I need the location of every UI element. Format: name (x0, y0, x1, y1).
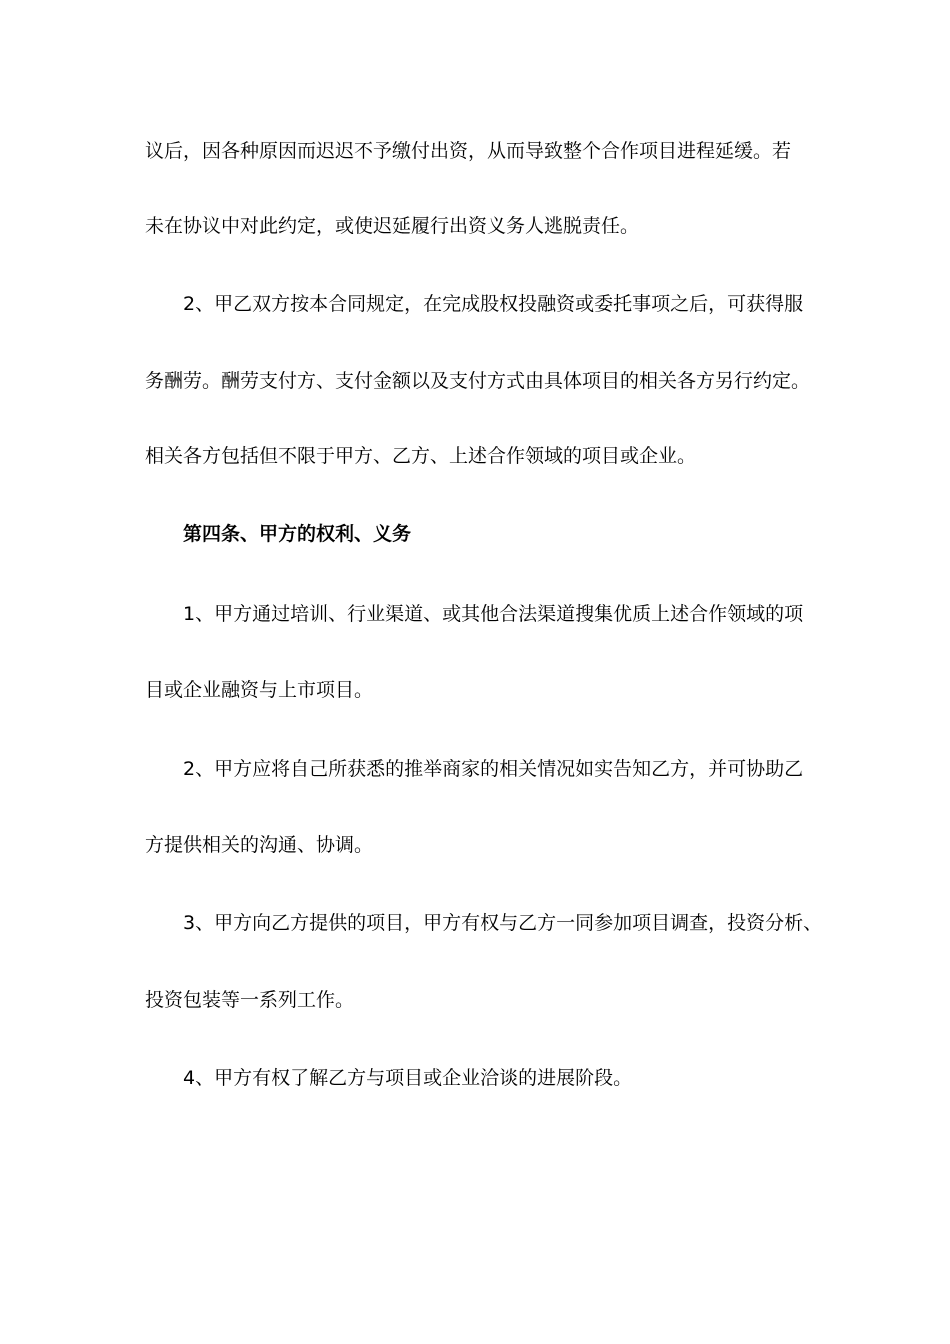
list-item-line: 目或企业融资与上市项目。 (145, 679, 374, 701)
paragraph-line: 2、甲乙双方按本合同规定，在完成股权投融资或委托事项之后，可获得服 (183, 293, 804, 315)
paragraph-line: 议后，因各种原因而迟迟不予缴付出资，从而导致整个合作项目进程延缓。若 (145, 140, 792, 162)
section-heading: 第四条、甲方的权利、义务 (183, 523, 412, 545)
list-item-line: 投资包装等一系列工作。 (145, 989, 355, 1011)
list-item-line: 方提供相关的沟通、协调。 (145, 834, 374, 856)
list-item-line: 2、甲方应将自己所获悉的推举商家的相关情况如实告知乙方，并可协助乙 (183, 758, 804, 780)
paragraph-line: 未在协议中对此约定，或使迟延履行出资义务人逃脱责任。 (145, 215, 640, 237)
list-item-line: 4、甲方有权了解乙方与项目或企业洽谈的进展阶段。 (183, 1067, 633, 1089)
paragraph-line: 相关各方包括但不限于甲方、乙方、上述合作领域的项目或企业。 (145, 445, 697, 467)
list-item-line: 1、甲方通过培训、行业渠道、或其他合法渠道搜集优质上述合作领域的项 (183, 603, 804, 625)
paragraph-line: 务酬劳。酬劳支付方、支付金额以及支付方式由具体项目的相关各方另行约定。 (145, 370, 811, 392)
list-item-line: 3、甲方向乙方提供的项目，甲方有权与乙方一同参加项目调查，投资分析、 (183, 912, 823, 934)
